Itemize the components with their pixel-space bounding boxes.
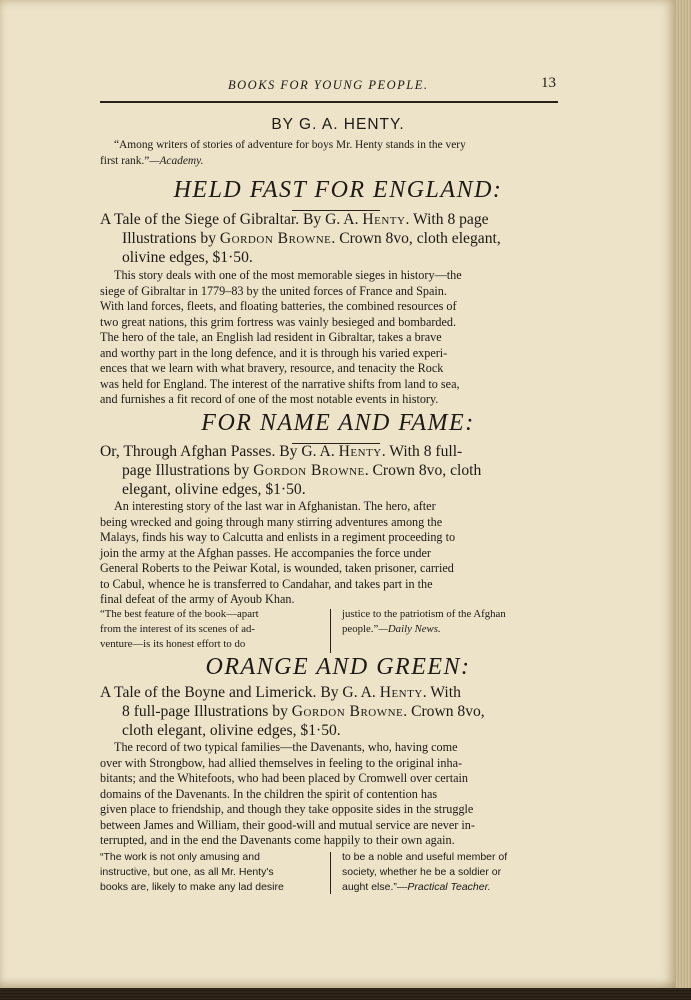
book-description	[100, 442, 560, 499]
author-quote	[100, 137, 558, 169]
desc-line: A Tale of the Siege of Gibraltar. By G. A. Henty. With 8 page	[100, 211, 489, 228]
review-left-column	[100, 850, 322, 895]
book-description	[100, 683, 560, 740]
review-line: society, whether he be a soldier or	[342, 866, 502, 878]
summary-line: General Roberts to the Peiwar Kotal, is wounded, taken prisoner, carried	[100, 561, 454, 575]
running-head: BOOKS FOR YOUNG PEOPLE.	[228, 78, 429, 92]
summary-line: Malays, finds his way to Calcutta and enlists in a regiment proceeding to	[100, 530, 456, 544]
review-line: instructive, but one, as all Mr. Henty's	[100, 866, 274, 878]
summary-line: over with Strongbow, had allied themselves in feeling to the original inha-	[100, 755, 463, 770]
summary-line: An interesting story of the last war in Afghanistan. The hero, after	[114, 499, 436, 513]
summary-line: between James and William, their good-will and mutual service are never in-	[100, 817, 475, 832]
summary-line: domains of the Davenants. In the children the spirit of contention has	[100, 786, 438, 801]
author-heading: BY G. A. HENTY.	[271, 116, 405, 133]
review-line: aught else.”—Practical Teacher.	[342, 881, 491, 893]
column-divider	[330, 609, 331, 653]
review-source: —Practical Teacher.	[396, 881, 491, 893]
desc-line: Illustrations by Gordon Browne. Crown 8vo, cloth elegant,	[122, 230, 501, 247]
bottom-edge	[0, 988, 691, 1000]
desc-line: olivine edges, $1·50.	[122, 249, 253, 266]
desc-line: A Tale of the Boyne and Limerick. By G. A. Henty. With	[100, 684, 461, 701]
summary-line: was held for England. The interest of the narrative shifts from land to sea,	[100, 376, 460, 391]
page-edge	[676, 0, 691, 1000]
summary-line: and furnishes a fit record of one of the most notable events in history.	[100, 392, 439, 406]
review-line: venture—is its honest effort to do	[100, 638, 246, 650]
book-review	[100, 850, 560, 896]
review-line: “The best feature of the book—apart	[100, 608, 259, 620]
book-title: FOR NAME AND FAME:	[201, 410, 475, 436]
summary-line: and worthy part in the long defence, and it is through his varied experi-	[100, 345, 448, 360]
author-quote-line: “Among writers of stories of adventure for boys Mr. Henty stands in the very	[114, 139, 466, 151]
author-quote-source: —Academy.	[149, 155, 204, 167]
review-line: people.”—Daily News.	[342, 623, 441, 635]
summary-line: join the army at the Afghan passes. He accompanies the force under	[100, 545, 431, 560]
review-left-column	[100, 607, 322, 652]
desc-line: page Illustrations by Gordon Browne. Crown 8vo, cloth	[122, 462, 482, 479]
book-title: HELD FAST FOR ENGLAND:	[173, 177, 503, 203]
review-line: to be a noble and useful member of	[342, 851, 508, 863]
summary-line: This story deals with one of the most memorable sieges in history—the	[114, 268, 462, 282]
book-title: ORANGE AND GREEN:	[205, 654, 471, 680]
summary-line: being wrecked and going through many stirring adventures among the	[100, 514, 443, 529]
desc-line: cloth elegant, olivine edges, $1·50.	[122, 722, 341, 739]
summary-line: given place to friendship, and though they take opposite sides in the struggle	[100, 802, 474, 816]
review-line: justice to the patriotism of the Afghan	[342, 608, 506, 620]
review-line: books are, likely to make any lad desire	[100, 881, 284, 893]
desc-line: 8 full-page Illustrations by Gordon Browne. Crown 8vo,	[122, 703, 485, 720]
summary-line: final defeat of the army of Ayoub Khan.	[100, 592, 295, 606]
review-right-column	[342, 607, 562, 637]
summary-line: ences that we learn with what bravery, resource, and tenacity the Rock	[100, 361, 444, 375]
book-summary	[100, 268, 560, 408]
book-review	[100, 607, 560, 653]
review-right-column	[342, 850, 562, 895]
column-divider	[330, 852, 331, 894]
desc-line: Or, Through Afghan Passes. By G. A. Henty. With 8 full-	[100, 443, 463, 460]
header-rule	[100, 101, 558, 103]
summary-line: two great nations, this grim fortress was vainly besieged and bombarded.	[100, 314, 457, 329]
book-description	[100, 210, 560, 267]
review-line: “The work is not only amusing and	[100, 851, 260, 863]
review-line: from the interest of its scenes of ad-	[100, 623, 256, 635]
review-source: —Daily News.	[378, 623, 441, 635]
summary-line: The hero of the tale, an English lad resident in Gibraltar, takes a brave	[100, 330, 442, 344]
author-quote-line: first rank.”—Academy.	[100, 155, 204, 167]
summary-line: terrupted, and in the end the Davenants come happily to their own again.	[100, 833, 455, 847]
page-number: 13	[541, 75, 556, 91]
summary-line: bitants; and the Whitefoots, who had been placed by Cromwell over certain	[100, 771, 468, 785]
desc-line: elegant, olivine edges, $1·50.	[122, 481, 306, 498]
summary-line: With land forces, fleets, and floating batteries, the combined resources of	[100, 299, 457, 313]
summary-line: The record of two typical families—the Davenants, who, having come	[114, 740, 458, 754]
book-summary	[100, 740, 560, 849]
summary-line: siege of Gibraltar in 1779–83 by the united forces of France and Spain.	[100, 283, 447, 298]
book-summary	[100, 499, 560, 608]
summary-line: to Cabul, whence he is transferred to Candahar, and takes part in the	[100, 576, 433, 591]
